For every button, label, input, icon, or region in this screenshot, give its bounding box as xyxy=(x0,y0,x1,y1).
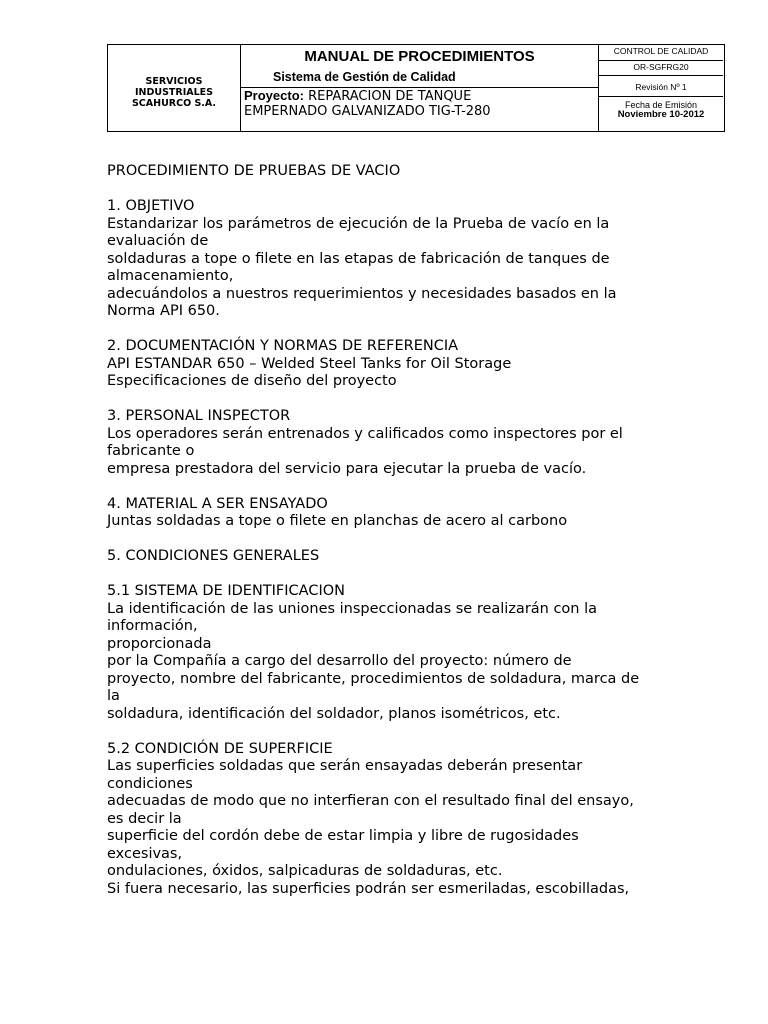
section-heading: 5.2 CONDICIÓN DE SUPERFICIE xyxy=(107,740,333,757)
section-text-line: Si fuera necesario, las superficies podrán ser esmeriladas, escobilladas, xyxy=(107,880,630,897)
section-text-line: soldadura, identificación del soldador, planos isométricos, etc. xyxy=(107,705,561,722)
document-code: OR-SGFRG20 xyxy=(599,60,723,75)
section-text-line: almacenamiento, xyxy=(107,268,234,284)
section-heading: 1. OBJETIVO xyxy=(107,198,195,214)
section-text-line: proporcionada xyxy=(107,635,212,652)
section-text-line: fabricante o xyxy=(107,443,195,459)
project-line-2: EMPERNADO GALVANIZADO TIG-T-280 xyxy=(244,104,491,119)
section-heading: 2. DOCUMENTACIÓN Y NORMAS DE REFERENCIA xyxy=(107,338,459,354)
project-line-1: REPARACION DE TANQUE xyxy=(303,89,472,104)
project-label: Proyecto: xyxy=(244,88,304,103)
section-text-line: adecuadas de modo que no interfieran con el resultado final del ensayo, xyxy=(107,793,634,809)
system-title: Sistema de Gestión de Calidad xyxy=(273,70,456,84)
section-text-line: empresa prestadora del servicio para ejecutar la prueba de vacío. xyxy=(107,460,587,477)
section-text-line: Los operadores serán entrenados y calificados como inspectores por el xyxy=(107,425,623,442)
section-text-line: información, xyxy=(107,618,198,634)
section-text-line: ondulaciones, óxidos, salpicaduras de soldaduras, etc. xyxy=(107,863,503,879)
issue-date-label: Fecha de Emisión xyxy=(624,100,698,110)
section-text-line: Las superficies soldadas que serán ensayadas deberán presentar xyxy=(107,758,583,774)
section-text-line: La identificación de las uniones inspeccionadas se realizarán con la xyxy=(107,600,598,617)
section-heading: 4. MATERIAL A SER ENSAYADO xyxy=(107,495,328,512)
section-text-line: es decir la xyxy=(107,810,182,827)
issue-date: Noviembre 10-2012 xyxy=(617,109,705,120)
control-cell xyxy=(599,45,723,131)
revision-number: Revisión Nº 1 xyxy=(599,75,723,97)
project-text xyxy=(244,88,491,119)
section-text-line: Norma API 650. xyxy=(107,303,220,319)
section-text-line: excesivas, xyxy=(107,845,183,862)
section-text-line: Especificaciones de diseño del proyecto xyxy=(107,373,397,389)
header-table xyxy=(107,44,725,132)
section-text-line: API ESTANDAR 650 – Welded Steel Tanks for Oil Storage xyxy=(107,355,512,372)
company-cell xyxy=(108,45,241,131)
section-text-line: condiciones xyxy=(107,775,193,792)
company-line: SERVICIOS xyxy=(145,75,203,87)
section-text-line: por la Compañía a cargo del desarrollo del proyecto: número de xyxy=(107,653,572,669)
section-heading: 3. PERSONAL INSPECTOR xyxy=(107,408,291,424)
section-text-line: Estandarizar los parámetros de ejecución de la Prueba de vacío en la xyxy=(107,215,610,232)
section-text-line: adecuándolos a nuestros requerimientos y necesidades basados en la xyxy=(107,285,617,302)
section-heading: 5.1 SISTEMA DE IDENTIFICACION xyxy=(107,583,345,599)
section-text-line: soldaduras a tope o filete en las etapas de fabricación de tanques de xyxy=(107,250,610,267)
company-line: SCAHURCO S.A. xyxy=(131,97,217,109)
document-title: PROCEDIMIENTO DE PRUEBAS DE VACIO xyxy=(107,163,401,179)
section-text-line: evaluación de xyxy=(107,233,209,249)
section-text-line: superficie del cordón debe de estar limpia y libre de rugosidades xyxy=(107,828,579,844)
company-line: INDUSTRIALES xyxy=(135,86,213,98)
document-body xyxy=(107,163,727,898)
section-text-line: Juntas soldadas a tope o filete en planchas de acero al carbono xyxy=(107,513,568,529)
section-text-line: proyecto, nombre del fabricante, procedimientos de soldadura, marca de xyxy=(107,670,640,687)
control-label: CONTROL DE CALIDAD xyxy=(613,46,709,56)
section-text-line: la xyxy=(107,688,120,704)
manual-title: MANUAL DE PROCEDIMIENTOS xyxy=(304,48,535,65)
section-heading: 5. CONDICIONES GENERALES xyxy=(107,548,320,564)
issue-date-cell xyxy=(599,97,723,131)
title-cell xyxy=(241,45,599,131)
